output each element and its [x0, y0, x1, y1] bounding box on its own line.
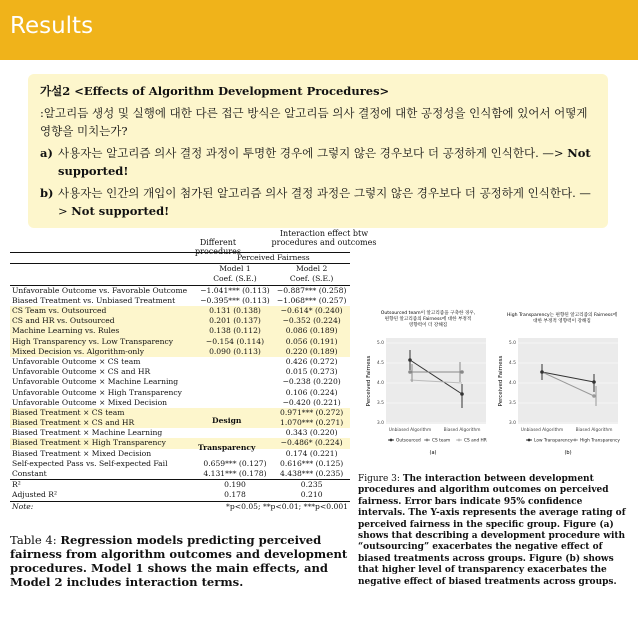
table-cell: −1.068*** (0.257)	[276, 295, 347, 305]
table-row-label: Mixed Decision vs. Algorithm-only	[10, 347, 197, 357]
table-row	[10, 428, 350, 438]
panel-a-ytick: 4.5	[376, 361, 384, 366]
table-cell: 0.971*** (0.272)	[273, 408, 350, 418]
table-cell: −0.238 (0.220)	[282, 377, 341, 387]
point	[460, 370, 464, 374]
table-row-label: Biased Treatment × Machine Learning	[12, 428, 163, 438]
hypothesis-b-label: b)	[40, 186, 54, 200]
figure-svg	[358, 300, 638, 470]
legend-high: High Transparency	[580, 438, 620, 444]
table-cell: −0.395*** (0.113)	[200, 295, 270, 305]
panel-b-xtick: Biased Algorithm	[575, 428, 613, 433]
table-cell	[197, 428, 274, 438]
table-row	[10, 326, 350, 336]
annotation-design: Design	[212, 416, 242, 425]
panel-a-label: (a)	[429, 450, 437, 456]
table-cell: 4.438*** (0.235)	[280, 469, 344, 479]
table-row	[10, 418, 350, 428]
table-r2-label: R²	[10, 480, 197, 491]
table-row-label: Unfavorable Outcome × High Transparency	[12, 387, 182, 397]
annotation-transparency: Transparency	[198, 443, 256, 452]
panel-b-ytick: 3.5	[508, 401, 516, 406]
table-row	[10, 357, 350, 367]
table-cell: −0.154 (0.114)	[197, 337, 274, 347]
table-row-label: CS and HR vs. Outsourced	[10, 316, 197, 326]
table-row	[10, 459, 350, 469]
panel-b-ylabel: Perceived Fairness	[498, 355, 504, 407]
table-note: *p<0.05; **p<0.01; ***p<0.001	[226, 501, 348, 511]
hypothesis-a-label: a)	[40, 146, 53, 160]
table-cell: 0.174 (0.221)	[285, 448, 338, 458]
table-row-label: CS Team vs. Outsourced	[10, 306, 197, 316]
table-row-label: Unfavorable Outcome vs. Favorable Outcome	[12, 285, 188, 295]
legend-outsourced: Outsourced	[396, 438, 421, 444]
panel-b-label: (b)	[564, 450, 572, 456]
annotation-different: Different procedures	[195, 238, 241, 256]
panel-a-ytick: 4.0	[376, 381, 384, 386]
table-cell: 0.106 (0.224)	[285, 387, 338, 397]
table-row	[10, 316, 350, 326]
table-row	[10, 398, 350, 408]
table-row	[10, 296, 350, 306]
table-r2-m1: 0.190	[197, 480, 274, 491]
table-row	[10, 337, 350, 347]
table-caption-text: Regression models predicting perceived fairness from algorithm outcomes and development procedures. Model 1 shows the main effects, and Model 2 includes interaction terms.	[10, 533, 348, 589]
panel-a-ylabel: Perceived Fairness	[366, 355, 372, 407]
table-group-header: Perceived Fairness	[197, 253, 350, 264]
table-row-label: Self-expected Pass vs. Self-expected Fail	[12, 458, 168, 468]
hypothesis-a-result: Not supported!	[58, 146, 591, 178]
table-cell: −0.420 (0.221)	[282, 397, 341, 407]
table-row-label: Biased Treatment vs. Unbiased Treatment	[12, 295, 176, 305]
legend-cs-hr: CS and HR	[464, 438, 487, 444]
panel-b-plot-bg	[518, 338, 618, 424]
point	[540, 370, 544, 374]
hypothesis-box	[28, 74, 608, 228]
table-coef1: Coef. (S.E.)	[197, 274, 274, 285]
regression-table	[10, 252, 350, 512]
header-bar	[0, 0, 638, 60]
point	[460, 392, 464, 396]
panel-a-xtick: Unbiased Algorithm	[388, 428, 432, 433]
table-cell: 4.131*** (0.178)	[203, 469, 267, 479]
table-row-label: Machine Learning vs. Rules	[10, 326, 197, 336]
hypothesis-b	[40, 184, 596, 220]
table-row	[10, 377, 350, 387]
table-cell	[197, 377, 274, 387]
table-adjr2-m1: 0.178	[197, 490, 274, 501]
table-cell: 0.343 (0.220)	[285, 428, 338, 438]
table-cell: 0.015 (0.273)	[285, 367, 338, 377]
figure-caption	[358, 474, 630, 588]
table-row	[10, 438, 350, 448]
hypothesis-a	[40, 144, 596, 180]
table-r2-m2: 0.235	[273, 480, 350, 491]
table-row-label: Biased Treatment × High Transparency	[10, 438, 197, 448]
panel-a-ytick: 3.0	[376, 421, 384, 426]
table-cell: 0.056 (0.191)	[273, 337, 350, 347]
point	[592, 380, 596, 384]
table-cell: 0.086 (0.189)	[273, 326, 350, 336]
table-row	[10, 408, 350, 418]
panel-a-title: Outsourced team이 알고리즘을 구축한 경우, 편향된 알고리즘의 Fairness에 대한 부정적 영향력이 더 강해짐	[380, 311, 476, 328]
panel-b-ytick: 4.5	[508, 361, 516, 366]
table-cell: −1.041*** (0.113)	[200, 285, 270, 295]
table-row	[10, 367, 350, 377]
table-row	[10, 347, 350, 357]
table-cell	[197, 387, 274, 397]
panel-a-xtick: Biased Algorithm	[443, 428, 481, 433]
table-row-label: High Transparency vs. Low Transparency	[10, 337, 197, 347]
table-cell: −0.486* (0.224)	[273, 438, 350, 448]
table-coef2: Coef. (S.E.)	[273, 274, 350, 285]
table-row-label: Unfavorable Outcome × CS and HR	[12, 367, 151, 377]
panel-b-title: High Transparency는 편향된 알고리즘의 Fairness에 대한 부정적 영향력이 강해짐	[506, 313, 618, 324]
table-adjr2-m2: 0.210	[273, 490, 350, 501]
table-cell	[197, 398, 274, 408]
table-caption-label: Table 4:	[10, 533, 57, 547]
hypothesis-a-text: 사용자는 알고리즘 의사 결정 과정이 투명한 경우에 그렇지 않은 경우보다 더 공정하게 인식한다. —>	[58, 146, 564, 160]
table-cell: 0.090 (0.113)	[197, 347, 274, 357]
table-row-label: Unfavorable Outcome × Machine Learning	[12, 377, 179, 387]
table-cell: 0.426 (0.272)	[285, 356, 338, 366]
table-cell: 0.659*** (0.127)	[203, 458, 267, 468]
table-row	[10, 449, 350, 459]
point	[408, 358, 412, 362]
table-cell: −0.352 (0.224)	[273, 316, 350, 326]
table-cell: 0.220 (0.189)	[273, 347, 350, 357]
panel-a-ytick: 5.0	[376, 341, 384, 346]
legend-low: Low Transparency	[534, 438, 573, 444]
panel-a-ytick: 3.5	[376, 401, 384, 406]
panel-b-ytick: 3.0	[508, 421, 516, 426]
table-cell: −0.887*** (0.258)	[276, 285, 347, 295]
table-row	[10, 285, 350, 296]
table-row-label: Constant	[12, 469, 47, 479]
panel-b-ytick: 4.0	[508, 381, 516, 386]
table-row-label: Unfavorable Outcome × Mixed Decision	[12, 397, 168, 407]
figure-caption-label: Figure 3:	[358, 474, 400, 484]
table-row-label: Biased Treatment × Mixed Decision	[12, 448, 152, 458]
table-cell: 0.138 (0.112)	[197, 326, 274, 336]
annotation-interaction: Interaction effect btw procedures and outcomes	[271, 229, 377, 247]
hypothesis-b-text: 사용자는 인간의 개입이 첨가된 알고리즘 의사 결정 과정은 그렇지 않은 경우보다 더 공정하게 인식한다. —>	[58, 186, 591, 218]
interaction-figure	[358, 300, 638, 470]
table-cell: 1.070*** (0.271)	[273, 418, 350, 428]
table-adjr2-label: Adjusted R²	[10, 490, 197, 501]
table-row-label: Biased Treatment × CS team	[10, 408, 197, 418]
table-row-label: Unfavorable Outcome × CS team	[12, 356, 141, 366]
table-row	[10, 387, 350, 397]
table-row-label: Biased Treatment × CS and HR	[10, 418, 197, 428]
table-cell: 0.131 (0.138)	[197, 306, 274, 316]
table-row	[10, 306, 350, 316]
figure-caption-text: The interaction between development procedures and algorithm outcomes on perceived fairness. Error bars indicate 95% confidence intervals. The Y-axis represents the average rating of perceived fairness in the specific group. Figure (a) shows that describing a development procedure with “outsourcing” exacerbates the negative effect of biased treatments across groups. Figure (b) shows that higher level of transparency exacerbates the negative effect of biased treatments across groups.	[358, 474, 626, 587]
table-cell	[197, 367, 274, 377]
table-model2: Model 2	[295, 264, 328, 274]
table-caption	[10, 533, 350, 589]
table-cell: −0.614* (0.240)	[273, 306, 350, 316]
point	[592, 394, 596, 398]
panel-b-ytick: 5.0	[508, 341, 516, 346]
hypothesis-b-result: Not supported!	[71, 204, 170, 218]
legend-cs-team: CS team	[432, 438, 451, 444]
hypothesis-title: 가설2 <Effects of Algorithm Development Procedures>	[40, 84, 390, 98]
table-cell: 0.616*** (0.125)	[280, 458, 344, 468]
table-row	[10, 469, 350, 480]
page-title: Results	[10, 13, 94, 39]
table-cell: 0.201 (0.137)	[197, 316, 274, 326]
table-model1: Model 1	[219, 264, 251, 274]
point	[408, 370, 412, 374]
table-note-label: Note:	[12, 501, 34, 511]
table-cell	[197, 357, 274, 367]
hypothesis-question: :알고리듬 생성 및 실행에 대한 다른 접근 방식은 알고리듬 의사 결정에 대한 공정성을 인식함에 있어서 어떻게 영향을 미치는가?	[40, 106, 588, 138]
panel-b-xtick: Unbiased Algorithm	[520, 428, 564, 433]
